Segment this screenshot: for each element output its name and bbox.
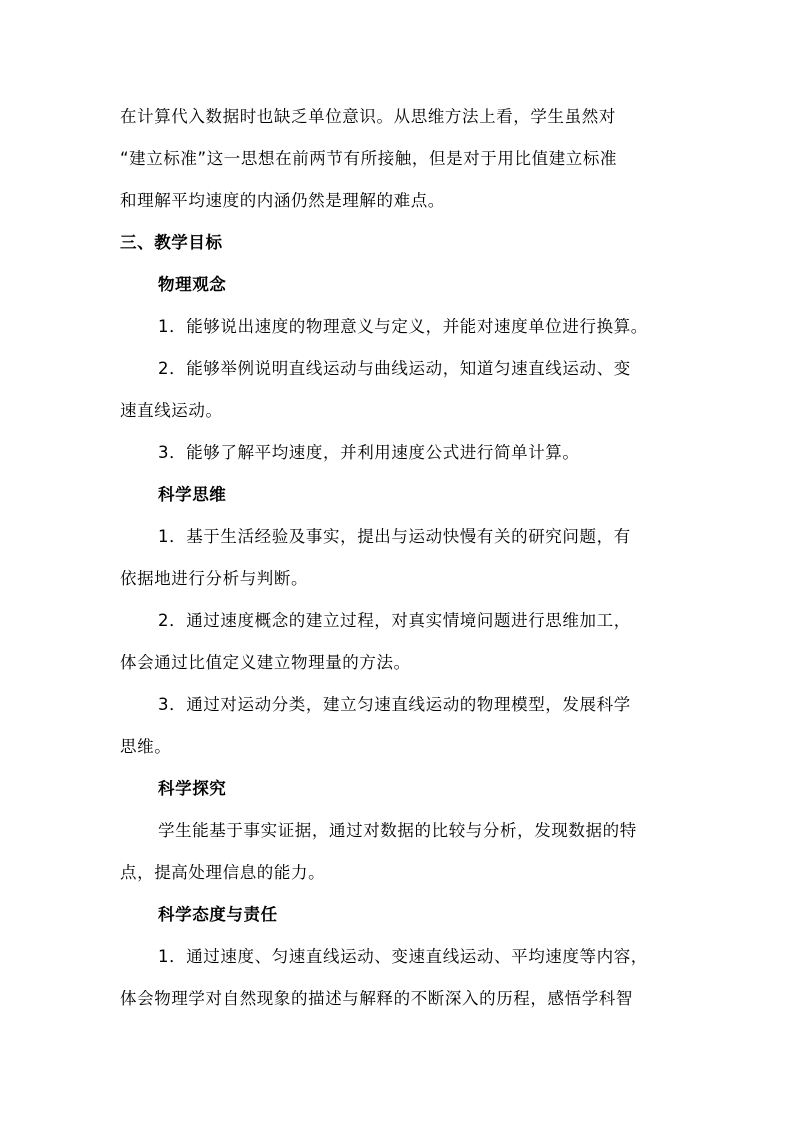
body-line: 和理解平均速度的内涵仍然是理解的难点。: [120, 191, 445, 210]
list-item: 2．通过速度概念的建立过程，对真实情境问题进行思维加工，: [158, 611, 631, 630]
list-item: 1．基于生活经验及事实，提出与运动快慢有关的研究问题，有: [158, 527, 631, 546]
body-line: “建立标准”这一思想在前两节有所接触，但是对于用比值建立标准: [120, 149, 618, 168]
subsection-heading: 科学探究: [158, 779, 227, 798]
subsection-heading: 物理观念: [158, 275, 227, 294]
subsection-heading: 科学态度与责任: [158, 905, 278, 924]
subsection-heading: 科学思维: [158, 485, 227, 504]
list-item-continuation: 依据地进行分析与判断。: [120, 569, 309, 588]
body-line: 在计算代入数据时也缺乏单位意识。从思维方法上看，学生虽然对: [120, 107, 616, 126]
paragraph-line: 学生能基于事实证据，通过对数据的比较与分析，发现数据的特: [158, 821, 637, 840]
list-item: 3．能够了解平均速度，并利用速度公式进行简单计算。: [158, 443, 580, 462]
list-item: 2．能够举例说明直线运动与曲线运动，知道匀速直线运动、变: [158, 359, 631, 378]
list-item-continuation: 体会物理学对自然现象的描述与解释的不断深入的历程，感悟学科智: [120, 989, 633, 1008]
list-item-continuation: 思维。: [120, 737, 172, 756]
list-item: 1．能够说出速度的物理意义与定义，并能对速度单位进行换算。: [158, 317, 648, 336]
paragraph-line: 点，提高处理信息的能力。: [120, 863, 326, 882]
list-item: 1．通过速度、匀速直线运动、变速直线运动、平均速度等内容，: [158, 947, 648, 966]
section-heading: 三、教学目标: [120, 233, 223, 252]
list-item-continuation: 体会通过比值定义建立物理量的方法。: [120, 653, 411, 672]
list-item-continuation: 速直线运动。: [120, 401, 223, 420]
list-item: 3．通过对运动分类，建立匀速直线运动的物理模型，发展科学: [158, 695, 631, 714]
